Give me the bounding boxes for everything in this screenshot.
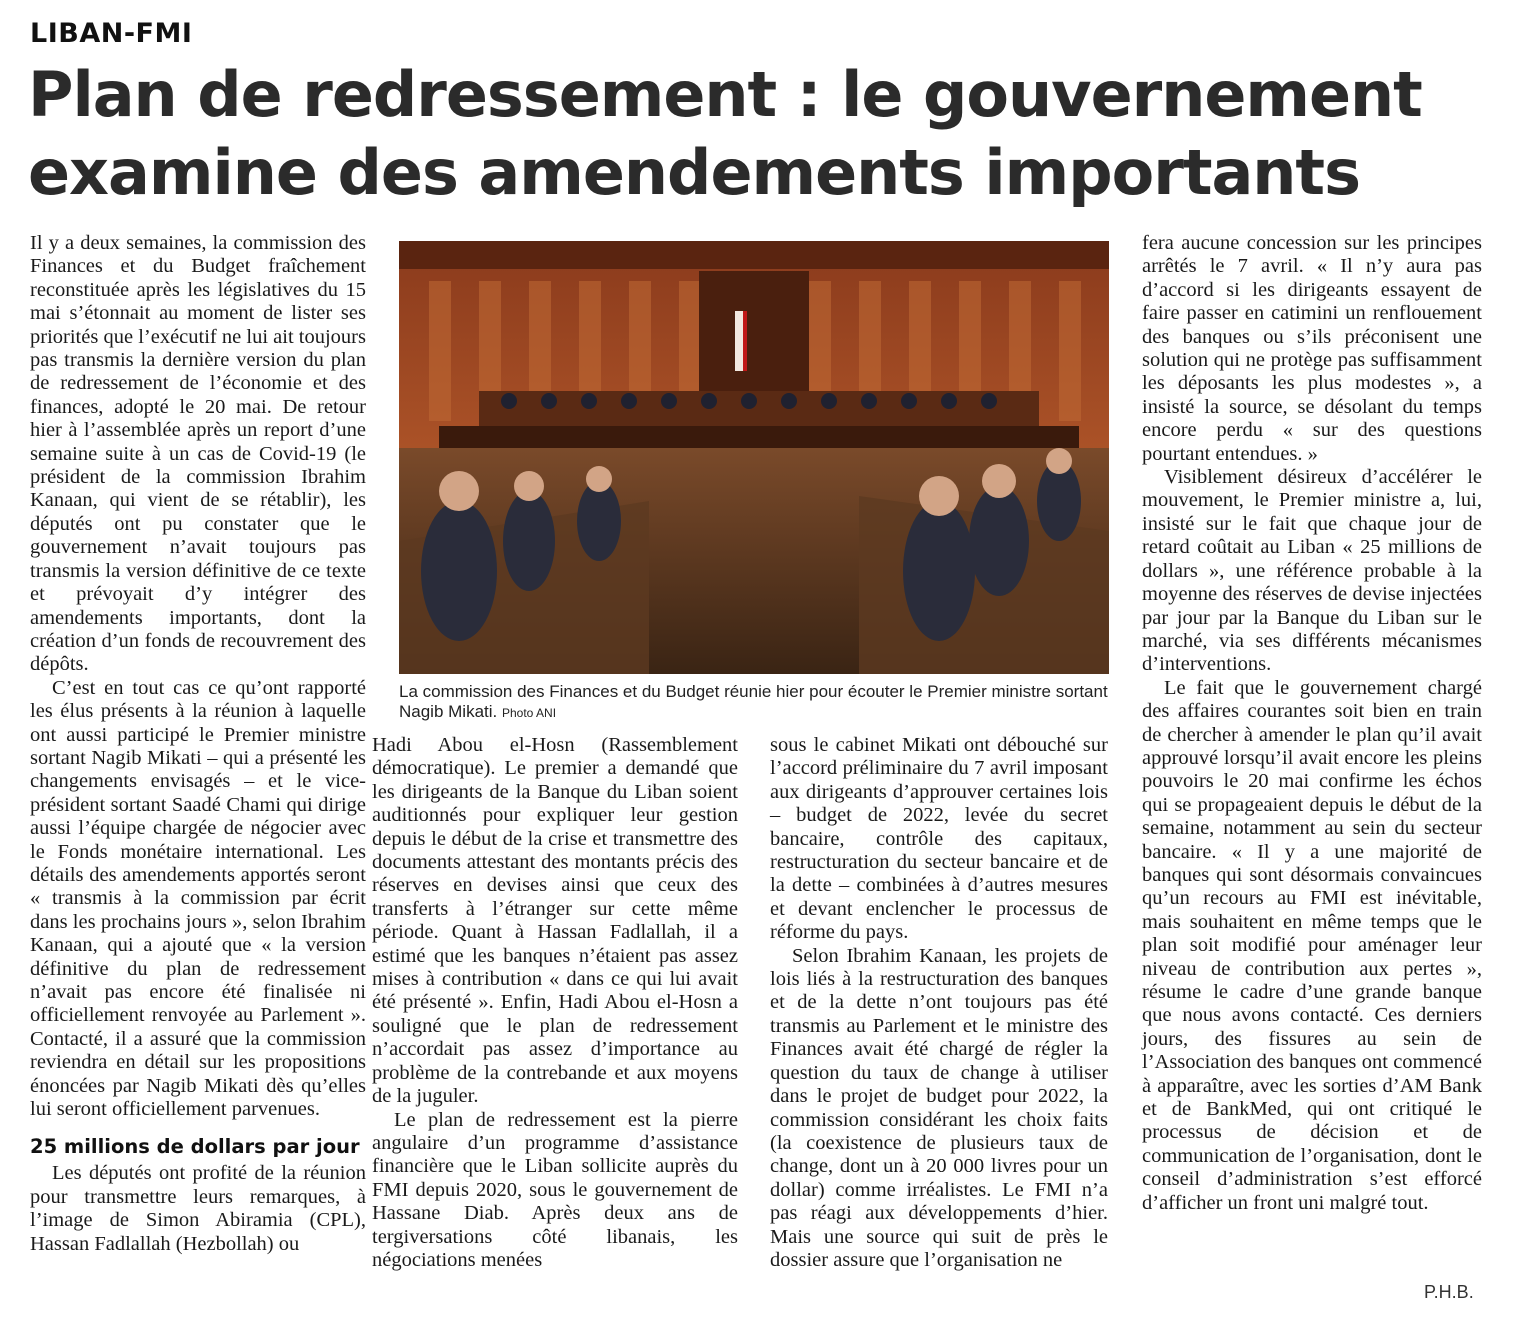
paragraph: Selon Ibrahim Kanaan, les projets de lois liés à la restructuration des banques et de la dette n’ont toujours pas été transmis au Parlement et le ministre des Finances avait été chargé de régler la question du taux de change à utiliser dans le projet de budget pour 2022, la commission considérant les choix faits (la coexistence de plusieurs taux de change, dont un à 20 000 livres pour un dollar) comme irréalistes. Le FMI n’a pas réagi aux développements d’hier. Mais une source qui suit de près le dossier assure que l’organisation ne — [770, 944, 1108, 1271]
subheading: 25 millions de dollars par jour — [30, 1135, 360, 1159]
parliament-chamber-image — [399, 241, 1109, 674]
paragraph: Le plan de redressement est la pierre angulaire d’un programme d’assistance financière que le Liban sollicite auprès du FMI depuis 2020, sous le gouvernement de Hassane Diab. Après deux ans de tergiversations côté libanais, les négociations menées — [372, 1108, 738, 1271]
paragraph: C’est en tout cas ce qu’ont rapporté les élus présents à la réunion à laquelle ont aussi participé le Premier ministre sortant Nagib Mikati – qui a présenté les changements envisagés – et le vice-président sortant Saadé Chami qui dirige aussi l’équipe chargée de négocier avec le Fonds monétaire international. Les détails des amendements apportés seront « transmis à la commission par écrit dans les prochains jours », selon Ibrahim Kanaan, qui a ajouté que « la version définitive du plan de redressement n’avait pas encore été finalisée ni officiellement renvoyée au Parlement ». Contacté, il a assuré que la commission reviendra en détail sur les propositions énoncées par Nagib Mikati dès qu’elles lui seront officiellement parvenues. — [30, 676, 366, 1121]
headline-line-1: Plan de redressement : le gouvernement — [28, 58, 1422, 131]
paragraph: sous le cabinet Mikati ont débouché sur l’accord préliminaire du 7 avril imposant aux dirigeants d’approuver certaines lois – budget de 2022, levée du secret bancaire, contrôle des capitaux, restructuration du secteur bancaire et de la dette – combinées à d’autres mesures et devant enclencher le processus de réforme du pays. — [770, 734, 1108, 944]
article-column-3 — [770, 734, 1108, 1272]
article-column-2 — [372, 734, 738, 1272]
paragraph: Les députés ont profité de la réunion pour transmettre leurs remarques, à l’image de Simon Abiramia (CPL), Hassan Fadlallah (Hezbollah) ou — [30, 1162, 366, 1255]
paragraph: Hadi Abou el-Hosn (Rassemblement démocratique). Le premier a demandé que les dirigeants de la Banque du Liban soient auditionnés pour expliquer leur gestion depuis le début de la crise et transmettre des documents attestant des montants précis des réserves en devises ainsi que ceux des transferts à l’étranger sur cette même période. Quant à Hassan Fadlallah, il a estimé que les banques n’étaient pas assez mises à contribution « dans ce qui lui avait été présenté ». Enfin, Hadi Abou el-Hosn a souligné que le plan de redressement n’accordait pas assez d’importance au problème de la contrebande et aux moyens de la juguler. — [372, 734, 738, 1108]
photo-caption — [399, 682, 1109, 723]
photo-credit: Photo ANI — [502, 706, 557, 720]
paragraph: Le fait que le gouvernement chargé des affaires courantes soit bien en train de chercher à amender le plan qu’il avait approuvé lorsqu’il avait encore les pleins pouvoirs le 20 mai confirme les échos qui se propageaient depuis le début de la semaine, notamment au sein du secteur bancaire. « Il y a une majorité de banques qui sont désormais convaincues qu’un recours au FMI est inévitable, mais souhaitent en même temps que le plan soit modifié pour aménager leur niveau de contribution aux pertes », résume le cadre d’une grande banque que nous avons contacté. Ces derniers jours, des fissures au sein de l’Association des banques ont commencé à apparaître, avec les sorties d’AM Bank et de BankMed, qui ont critiqué le processus de décision et de communication de l’organisation, dont le conseil d’administration s’est efforcé d’afficher un front uni malgré tout. — [1142, 676, 1482, 1214]
paragraph: Visiblement désireux d’accélérer le mouvement, le Premier ministre a, lui, insisté sur le fait que chaque jour de retard coûtait au Liban « 25 millions de dollars », une référence probable à la moyenne des réserves de devise injectées par jour par la Banque du Liban sur le marché, via ses différents mécanismes d’interventions. — [1142, 466, 1482, 676]
headline-line-2: examine des amendements importants — [28, 136, 1360, 209]
paragraph: Il y a deux semaines, la commission des Finances et du Budget fraîchement reconstituée après les législatives du 15 mai s’étonnait au moment de lister ses priorités que l’exécutif ne lui ait toujours pas transmis la dernière version du plan de redressement de l’économie et des finances, adopté le 20 mai. De retour hier à l’assemblée après un report d’une semaine suite à un cas de Covid-19 (le président de la commission Ibrahim Kanaan, qui vient de se rétablir), les députés ont pu constater que le gouvernement n’avait toujours pas transmis la version définitive de ce texte et prévoyait d’y intégrer des amendements importants, dont la création d’un fonds de recouvrement des dépôts. — [30, 232, 366, 676]
caption-text: La commission des Finances et du Budget réunie hier pour écouter le Premier ministre sortant Nagib Mikati. — [399, 682, 1108, 721]
article-headline — [28, 56, 1498, 212]
article-column-1 — [30, 232, 366, 1256]
article-column-4 — [1142, 232, 1482, 1215]
section-kicker: LIBAN-FMI — [30, 18, 193, 49]
paragraph: fera aucune concession sur les principes arrêtés le 7 avril. « Il n’y aura pas d’accord si les dirigeants essayent de faire passer en catimini un renflouement des banques ou s’ils préconisent une solution qui ne protège pas suffisamment les déposants les plus modestes », a insisté la source, se désolant du temps encore perdu « sur des questions pourtant entendues. » — [1142, 232, 1482, 465]
article-photo — [399, 241, 1109, 674]
author-byline: P.H.B. — [1424, 1282, 1474, 1302]
